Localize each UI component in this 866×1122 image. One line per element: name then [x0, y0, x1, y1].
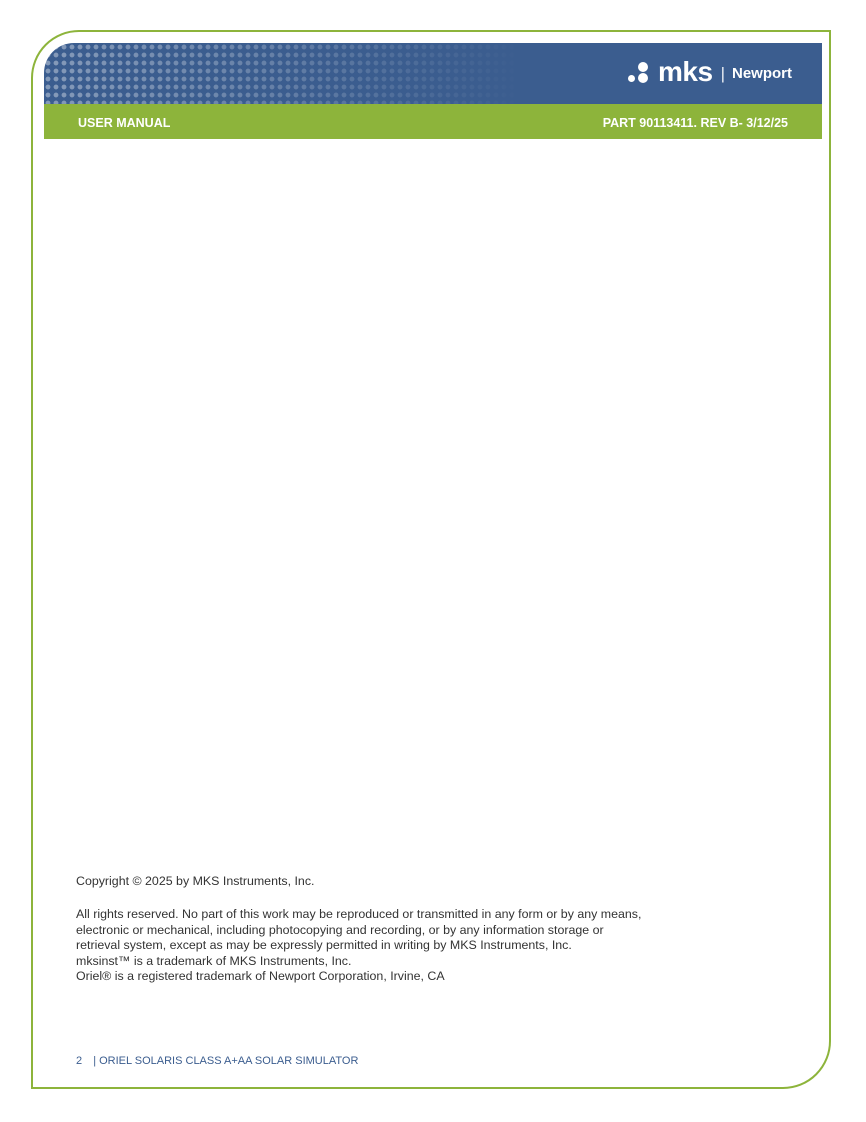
header-subbar — [44, 104, 822, 139]
logo-partner: Newport — [732, 65, 792, 82]
document-type: USER MANUAL — [78, 116, 171, 130]
dot-pattern — [44, 43, 524, 104]
logo-separator: | — [720, 64, 725, 83]
mks-dots-icon — [628, 57, 656, 87]
legal-line: All rights reserved. No part of this work may be reproduced or transmitted in any form or by any means, — [76, 907, 642, 921]
footer-title: | ORIEL SOLARIS CLASS A+AA SOLAR SIMULATOR — [93, 1055, 359, 1067]
copyright-notice: Copyright © 2025 by MKS Instruments, Inc. — [76, 874, 315, 888]
page-footer — [76, 1055, 358, 1067]
legal-notice — [76, 907, 776, 985]
legal-line: retrieval system, except as may be expressly permitted in writing by MKS Instruments, Inc. — [76, 938, 572, 953]
logo-wordmark: mks — [658, 56, 713, 87]
page-number: 2 — [76, 1055, 83, 1067]
trademark-line: mksinst™ is a trademark of MKS Instruments, Inc. — [76, 953, 352, 968]
trademark-line: Oriel® is a registered trademark of Newport Corporation, Irvine, CA — [76, 969, 445, 984]
part-revision: PART 90113411. REV B- 3/12/25 — [602, 116, 788, 130]
header-banner — [44, 43, 822, 104]
legal-line: electronic or mechanical, including photocopying and recording, or by any information storage or — [76, 922, 604, 937]
mks-newport-logo — [628, 55, 792, 89]
